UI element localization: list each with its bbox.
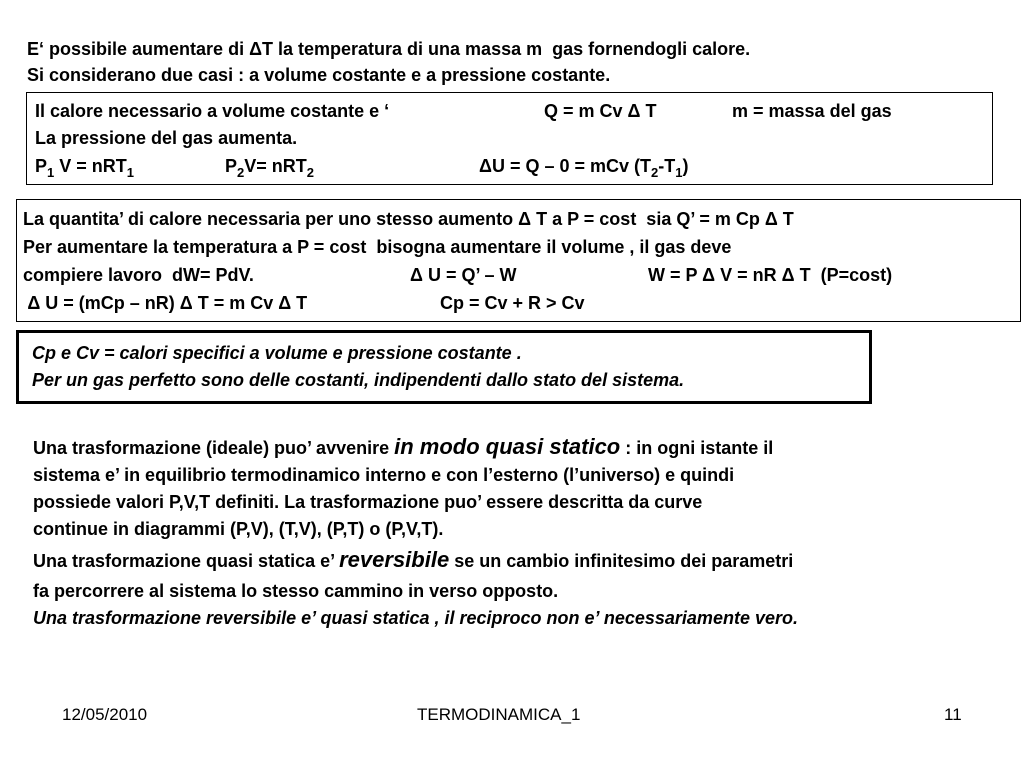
box1-line-1c: m = massa del gas — [732, 101, 892, 121]
box1-line-1b: Q = m Cv Δ T — [544, 101, 657, 121]
footer-title: TERMODINAMICA_1 — [417, 705, 581, 724]
box2-line-4a: Δ U = (mCp – nR) Δ T = m Cv Δ T — [23, 293, 308, 313]
box1-line-2: La pressione del gas aumenta. — [35, 128, 298, 148]
box2-line-4b: Cp = Cv + R > Cv — [440, 293, 585, 313]
box2-line-2: Per aumentare la temperatura a P = cost bisogna aumentare il volume , il gas deve — [23, 237, 732, 257]
body-line-1: Una trasformazione (ideale) puo’ avvenire in modo quasi statico : in ogni istante il — [33, 434, 774, 459]
box3-line-1: Cp e Cv = calori specifici a volume e pressione costante . — [32, 343, 522, 363]
body-line-2: sistema e’ in equilibrio termodinamico interno e con l’esterno (l’universo) e quindi — [33, 465, 735, 485]
intro-line-2: Si considerano due casi : a volume costante e a pressione costante. — [27, 65, 611, 85]
box1-formula-state-2: $P_2V= nRT_2$ — [225, 156, 314, 180]
box3-line-2: Per un gas perfetto sono delle costanti, indipendenti dallo stato del sistema. — [32, 370, 685, 390]
body-line-7: Una trasformazione reversibile e’ quasi statica , il reciproco non e’ necessariamente vero. — [33, 608, 798, 628]
box2-line-3a: compiere lavoro dW= PdV. — [23, 265, 254, 285]
body-line-3: possiede valori P,V,T definiti. La trasformazione puo’ essere descritta da curve — [33, 492, 703, 512]
box1-formula-state-1: $P_1$ V = nRT$_1$ — [35, 156, 134, 180]
box1-line-1a: Il calore necessario a volume costante e ‘ — [35, 101, 390, 121]
body-line-6: fa percorrere al sistema lo stesso cammino in verso opposto. — [33, 581, 559, 601]
intro-line-1: E‘ possibile aumentare di ΔT la temperatura di una massa m gas fornendogli calore. — [27, 39, 751, 59]
box2-line-3b: Δ U = Q’ – W — [410, 265, 517, 285]
body-line-5: Una trasformazione quasi statica e’ reversibile se un cambio infinitesimo dei parametri — [33, 547, 794, 572]
box2-line-1: La quantita’ di calore necessaria per uno stesso aumento Δ T a P = cost sia Q’ = m Cp Δ T — [23, 209, 794, 229]
body-line-4: continue in diagrammi (P,V), (T,V), (P,T) o (P,V,T). — [33, 519, 444, 539]
box2-line-3c: W = P Δ V = nR Δ T (P=cost) — [648, 265, 893, 285]
footer-page-number: 11 — [944, 705, 962, 724]
footer-date: 12/05/2010 — [62, 705, 148, 724]
box1-formula-energy: ΔU = Q – 0 = mCv $(T_2-T_1)$ — [479, 156, 689, 180]
